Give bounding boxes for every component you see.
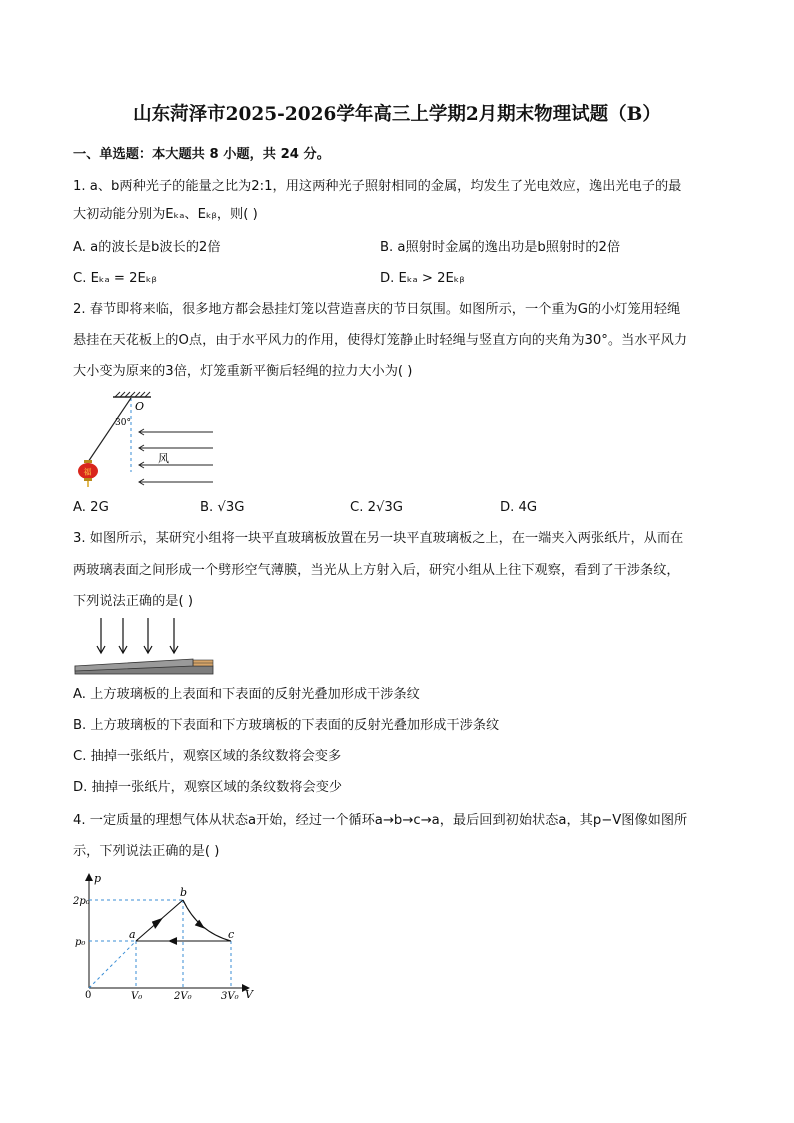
q3-stem-line1: 3. 如图所示，某研究小组将一块平直玻璃板放置在另一块平直玻璃板之上，在一端夹入两张纸片，从而在 [73, 531, 684, 546]
q3-option-a[interactable]: A. 上方玻璃板的上表面和下表面的反射光叠加形成干涉条纹 [73, 687, 420, 702]
glass-plate-figure [73, 616, 218, 678]
lantern-figure [73, 392, 218, 492]
q2-option-d[interactable]: D. 4G [500, 500, 538, 515]
point-o-label: O [135, 400, 145, 413]
q2-option-a[interactable]: A. 2G [73, 500, 109, 515]
origin-label: 0 [85, 990, 92, 1001]
q1-option-d[interactable]: D. Eₖₐ > 2Eₖᵦ [380, 271, 465, 286]
state-a-label: a [129, 928, 136, 941]
q1-option-c[interactable]: C. Eₖₐ = 2Eₖᵦ [73, 271, 157, 286]
svg-text:福: 福 [83, 467, 92, 477]
lantern-icon [78, 460, 98, 487]
q3-stem-line2: 两玻璃表面之间形成一个劈形空气薄膜，当光从上方射入后，研究小组从上往下观察，看到了干涉条纹， [73, 563, 680, 578]
angle-label: 30° [115, 418, 131, 428]
q2-stem-line2: 悬挂在天花板上的O点，由于水平风力的作用，使得灯笼静止时轻绳与竖直方向的夹角为30°。当水平风力 [73, 333, 688, 348]
q2-stem-line1: 2. 春节即将来临，很多地方都会悬挂灯笼以营造喜庆的节日氛围。如图所示，一个重为G的小灯笼用轻绳 [73, 302, 681, 317]
tick-p0: p₀ [75, 937, 86, 948]
tick-v0: V₀ [131, 991, 143, 1002]
q3-option-c[interactable]: C. 抽掉一张纸片，观察区域的条纹数将会变多 [73, 749, 342, 764]
q3-stem-line3: 下列说法正确的是( ) [73, 594, 193, 609]
wind-arrows [139, 429, 213, 485]
q2-option-b[interactable]: B. √3G [200, 500, 245, 515]
q1-option-b[interactable]: B. a照射时金属的逸出功是b照射时的2倍 [380, 240, 621, 255]
state-c-label: c [228, 928, 235, 941]
p-axis-label: p [94, 872, 102, 885]
light-arrows [97, 618, 178, 653]
q1-stem-line1: 1. a、b两种光子的能量之比为2:1，用这两种光子照射相同的金属，均发生了光电效应，逸出光电子的最 [73, 179, 682, 194]
pv-diagram [73, 870, 263, 1005]
page-title: 山东菏泽市2025-2026学年高三上学期2月期末物理试题（B） [133, 104, 661, 125]
tick-2p0: 2p₀ [73, 896, 90, 907]
q1-option-a[interactable]: A. a的波长是b波长的2倍 [73, 240, 221, 255]
q2-stem-line3: 大小变为原来的3倍，灯笼重新平衡后轻绳的拉力大小为( ) [73, 364, 413, 379]
q3-option-d[interactable]: D. 抽掉一张纸片，观察区域的条纹数将会变少 [73, 780, 343, 795]
q2-option-c[interactable]: C. 2√3G [350, 500, 403, 515]
tick-3v0: 3V₀ [221, 991, 239, 1002]
state-b-label: b [180, 886, 188, 899]
wind-label: 风 [158, 452, 169, 465]
q1-stem-line2: 大初动能分别为Eₖₐ、Eₖᵦ，则( ) [73, 207, 258, 222]
q3-option-b[interactable]: B. 上方玻璃板的下表面和下方玻璃板的下表面的反射光叠加形成干涉条纹 [73, 718, 500, 733]
tick-2v0: 2V₀ [174, 991, 192, 1002]
q4-stem-line2: 示，下列说法正确的是( ) [73, 844, 220, 859]
q4-stem-line1: 4. 一定质量的理想气体从状态a开始，经过一个循环a→b→c→a，最后回到初始状态a，其p−V图像如图所 [73, 813, 688, 828]
section-heading: 一、单选题：本大题共 8 小题，共 24 分。 [73, 147, 330, 162]
v-axis-label: V [245, 988, 253, 1001]
